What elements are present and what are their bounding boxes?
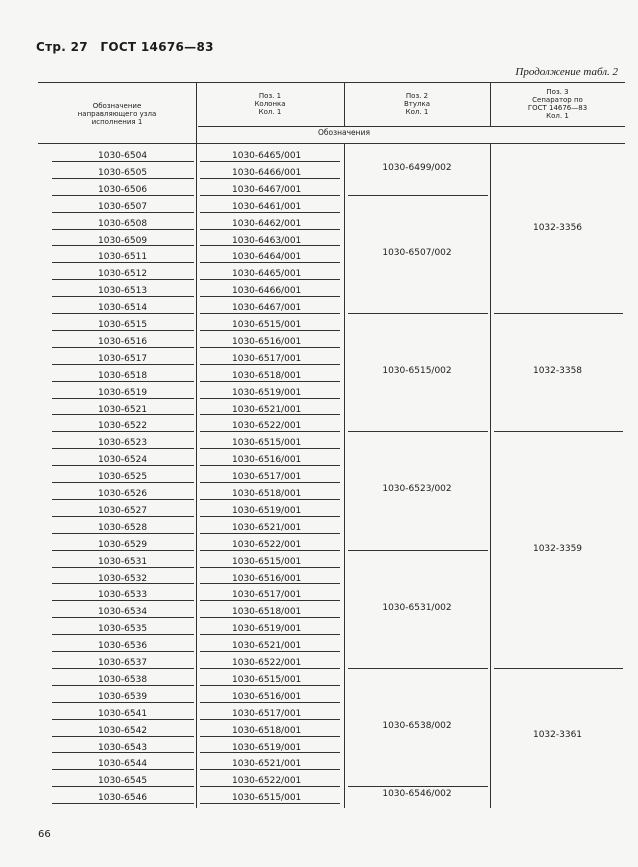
- row-rule-col1: [52, 448, 194, 449]
- row-col1-value: 1030-6519: [98, 387, 148, 398]
- row-rule-col2: [200, 550, 340, 551]
- row-col1-value: 1030-6513: [98, 286, 148, 297]
- row-col1-value: 1030-6527: [98, 505, 148, 516]
- continuation-label: Продолжение табл. 2: [515, 66, 618, 78]
- row-rule-col2: [200, 245, 340, 246]
- header-col4-line: Поз. 3: [546, 88, 569, 96]
- row-rule-col2: [200, 668, 340, 669]
- row-col1-value: 1030-6505: [98, 167, 148, 178]
- row-rule-col1: [52, 398, 194, 399]
- header-bottom-rule: [38, 143, 625, 144]
- group-rule-col4: [494, 431, 623, 432]
- row-rule-col1: [52, 769, 194, 770]
- col3-group-value: 1030-6499/002: [382, 163, 452, 174]
- row-col1-value: 1030-6541: [98, 708, 148, 719]
- table-top-rule: [38, 82, 625, 83]
- header-col4: [492, 88, 623, 120]
- row-rule-col1: [52, 685, 194, 686]
- row-col2-value: 1030-6519/001: [232, 387, 302, 398]
- row-col2-value: 1030-6521/001: [232, 759, 302, 770]
- row-col2-value: 1030-6517/001: [232, 708, 302, 719]
- row-col1-value: 1030-6524: [98, 455, 148, 466]
- group-rule-col4: [494, 313, 623, 314]
- row-col1-value: 1030-6509: [98, 235, 148, 246]
- row-col2-value: 1030-6461/001: [232, 201, 302, 212]
- row-rule-col2: [200, 600, 340, 601]
- header-col3-line: Кол. 1: [405, 108, 429, 116]
- row-col1-value: 1030-6528: [98, 522, 148, 533]
- row-rule-col2: [200, 364, 340, 365]
- col3-group-value: 1030-6531/002: [382, 602, 452, 613]
- header-col4-line: Кол. 1: [546, 112, 569, 120]
- row-col1-value: 1030-6534: [98, 607, 148, 618]
- row-rule-col1: [52, 719, 194, 720]
- subheader-rule: [198, 126, 625, 127]
- row-rule-col1: [52, 786, 194, 787]
- row-col1-value: 1030-6542: [98, 725, 148, 736]
- row-rule-col1: [52, 212, 194, 213]
- row-rule-col2: [200, 347, 340, 348]
- row-col1-value: 1030-6539: [98, 691, 148, 702]
- row-col2-value: 1030-6522/001: [232, 421, 302, 432]
- group-rule-col3: [348, 550, 488, 551]
- row-rule-col1: [52, 178, 194, 179]
- row-col2-value: 1030-6518/001: [232, 370, 302, 381]
- row-col2-value: 1030-6516/001: [232, 573, 302, 584]
- row-rule-col1: [52, 279, 194, 280]
- row-col1-value: 1030-6523: [98, 438, 148, 449]
- row-col2-value: 1030-6462/001: [232, 218, 302, 229]
- row-rule-col1: [52, 617, 194, 618]
- row-rule-col1: [52, 600, 194, 601]
- col-divider-2-head: [344, 82, 345, 126]
- row-rule-col2: [200, 634, 340, 635]
- page-header: [36, 40, 222, 54]
- header-col1-line: исполнения 1: [91, 118, 143, 126]
- row-col2-value: 1030-6515/001: [232, 556, 302, 567]
- row-rule-col2: [200, 482, 340, 483]
- row-col2-value: 1030-6517/001: [232, 590, 302, 601]
- row-rule-col2: [200, 533, 340, 534]
- row-col1-value: 1030-6546: [98, 793, 148, 804]
- header-col1-line: Обозначение: [92, 102, 142, 110]
- col-divider-3-head: [490, 82, 491, 126]
- row-rule-col1: [52, 161, 194, 162]
- row-rule-col2: [200, 702, 340, 703]
- row-rule-col2: [200, 752, 340, 753]
- col3-group-value: 1030-6515/002: [382, 366, 452, 377]
- row-col1-value: 1030-6517: [98, 353, 148, 364]
- row-rule-col2: [200, 279, 340, 280]
- row-rule-col2: [200, 448, 340, 449]
- row-rule-col1: [52, 668, 194, 669]
- row-col2-value: 1030-6515/001: [232, 320, 302, 330]
- row-col2-value: 1030-6465/001: [232, 269, 302, 280]
- row-col1-value: 1030-6536: [98, 641, 148, 652]
- row-col1-value: 1030-6526: [98, 489, 148, 499]
- header-col1: [40, 102, 194, 126]
- row-col2-value: 1030-6521/001: [232, 522, 302, 533]
- row-col1-value: 1030-6544: [98, 759, 148, 770]
- row-col1-value: 1030-6504: [98, 151, 148, 161]
- row-col1-value: 1030-6532: [98, 573, 148, 584]
- row-rule-col1: [52, 702, 194, 703]
- row-rule-col1: [52, 330, 194, 331]
- row-rule-col1: [52, 414, 194, 415]
- row-rule-col2: [200, 499, 340, 500]
- row-rule-col2: [200, 330, 340, 331]
- row-rule-col1: [52, 499, 194, 500]
- row-col2-value: 1030-6517/001: [232, 472, 302, 483]
- row-col2-value: 1030-6522/001: [232, 658, 302, 668]
- page-number: 66: [38, 829, 51, 840]
- row-col1-value: 1030-6525: [98, 472, 148, 483]
- row-col2-value: 1030-6464/001: [232, 252, 302, 263]
- row-rule-col2: [200, 719, 340, 720]
- row-rule-col1: [52, 634, 194, 635]
- col3-group-value: 1030-6523/002: [382, 484, 452, 495]
- row-rule-col1: [52, 516, 194, 517]
- row-col1-value: 1030-6507: [98, 201, 148, 212]
- row-rule-col1: [52, 229, 194, 230]
- group-rule-col3: [348, 431, 488, 432]
- row-col2-value: 1030-6466/001: [232, 167, 302, 178]
- row-col1-value: 1030-6545: [98, 776, 148, 787]
- row-col2-value: 1030-6467/001: [232, 184, 302, 195]
- row-rule-col2: [200, 651, 340, 652]
- row-rule-col1: [52, 465, 194, 466]
- row-rule-col1: [52, 583, 194, 584]
- row-col1-value: 1030-6529: [98, 539, 148, 550]
- group-rule-col3: [348, 313, 488, 314]
- row-col1-value: 1030-6518: [98, 370, 148, 381]
- row-rule-col2: [200, 465, 340, 466]
- header-col3-line: Поз. 2: [405, 92, 429, 100]
- row-rule-col1: [52, 550, 194, 551]
- standard-label: ГОСТ 14676—83: [100, 40, 214, 54]
- row-rule-col2: [200, 398, 340, 399]
- subheader-designations: Обозначения: [318, 128, 370, 137]
- row-col2-value: 1030-6516/001: [232, 691, 302, 702]
- row-col2-value: 1030-6518/001: [232, 489, 302, 499]
- row-rule-col1: [52, 533, 194, 534]
- row-col1-value: 1030-6516: [98, 336, 148, 347]
- row-col1-value: 1030-6522: [98, 421, 148, 432]
- row-col2-value: 1030-6516/001: [232, 455, 302, 466]
- row-col1-value: 1030-6533: [98, 590, 148, 601]
- col-divider-1: [196, 82, 197, 808]
- row-rule-col1: [52, 381, 194, 382]
- header-col3-line: Втулка: [403, 100, 430, 108]
- row-rule-col2: [200, 296, 340, 297]
- col3-group-value: 1030-6507/002: [382, 247, 452, 258]
- row-rule-col1: [52, 313, 194, 314]
- page-label: Стр. 27: [36, 40, 88, 54]
- row-col2-value: 1030-6522/001: [232, 539, 302, 550]
- row-col2-value: 1030-6516/001: [232, 336, 302, 347]
- row-col1-value: 1030-6537: [98, 658, 148, 668]
- row-col2-value: 1030-6519/001: [232, 624, 302, 635]
- row-col1-value: 1030-6543: [98, 742, 148, 753]
- row-col2-value: 1030-6521/001: [232, 404, 302, 415]
- col4-group-value: 1032-3356: [532, 222, 583, 233]
- row-col1-value: 1030-6508: [98, 218, 148, 229]
- row-rule-col2: [200, 195, 340, 196]
- row-rule-col2: [200, 229, 340, 230]
- row-rule-col1: [52, 752, 194, 753]
- row-rule-col2: [200, 212, 340, 213]
- header-col4-line: ГОСТ 14676—83: [527, 104, 588, 112]
- row-rule-col2: [200, 769, 340, 770]
- col3-group-value: 1030-6546/002: [382, 788, 452, 799]
- row-col1-value: 1030-6531: [98, 556, 148, 567]
- row-rule-col2: [200, 178, 340, 179]
- row-col2-value: 1030-6466/001: [232, 286, 302, 297]
- row-rule-col1: [52, 245, 194, 246]
- header-col2: [198, 92, 342, 116]
- row-col1-value: 1030-6511: [98, 252, 148, 263]
- group-rule-col4: [494, 668, 623, 669]
- row-rule-col2: [200, 381, 340, 382]
- row-col2-value: 1030-6515/001: [232, 674, 302, 685]
- header-col3: [346, 92, 488, 116]
- col4-group-value: 1032-3361: [532, 729, 583, 740]
- row-rule-col2: [200, 583, 340, 584]
- header-col2-line: Кол. 1: [258, 108, 282, 116]
- row-rule-col1: [52, 262, 194, 263]
- row-rule-col1: [52, 567, 194, 568]
- row-rule-col1: [52, 347, 194, 348]
- col-divider-3: [490, 143, 491, 808]
- row-rule-col1: [52, 195, 194, 196]
- row-col2-value: 1030-6522/001: [232, 776, 302, 787]
- row-rule-col1: [52, 803, 194, 804]
- row-rule-col2: [200, 431, 340, 432]
- row-col2-value: 1030-6517/001: [232, 353, 302, 364]
- row-col1-value: 1030-6535: [98, 624, 148, 635]
- group-rule-col3: [348, 195, 488, 196]
- col4-group-value: 1032-3358: [532, 366, 583, 377]
- row-col1-value: 1030-6506: [98, 184, 148, 195]
- row-col1-value: 1030-6521: [98, 404, 148, 415]
- row-col2-value: 1030-6519/001: [232, 505, 302, 516]
- header-col2-line: Поз. 1: [258, 92, 282, 100]
- row-rule-col1: [52, 296, 194, 297]
- row-col2-value: 1030-6515/001: [232, 438, 302, 449]
- row-col2-value: 1030-6515/001: [232, 793, 302, 804]
- row-rule-col2: [200, 786, 340, 787]
- row-col1-value: 1030-6514: [98, 303, 148, 314]
- row-col1-value: 1030-6538: [98, 674, 148, 685]
- row-col1-value: 1030-6512: [98, 269, 148, 280]
- row-rule-col2: [200, 685, 340, 686]
- header-col1-line: направляющего узла: [77, 110, 157, 118]
- header-col2-line: Колонка: [254, 100, 286, 108]
- row-col2-value: 1030-6521/001: [232, 641, 302, 652]
- row-rule-col2: [200, 736, 340, 737]
- col4-group-value: 1032-3359: [532, 543, 583, 554]
- row-rule-col2: [200, 617, 340, 618]
- row-col2-value: 1030-6465/001: [232, 151, 302, 161]
- group-rule-col3: [348, 668, 488, 669]
- row-rule-col2: [200, 161, 340, 162]
- row-rule-col1: [52, 364, 194, 365]
- row-rule-col2: [200, 414, 340, 415]
- row-rule-col2: [200, 262, 340, 263]
- row-col2-value: 1030-6518/001: [232, 725, 302, 736]
- row-rule-col1: [52, 431, 194, 432]
- row-rule-col1: [52, 651, 194, 652]
- row-rule-col2: [200, 803, 340, 804]
- row-col1-value: 1030-6515: [98, 320, 148, 330]
- row-col2-value: 1030-6463/001: [232, 235, 302, 246]
- group-rule-col3: [348, 786, 488, 787]
- row-rule-col2: [200, 516, 340, 517]
- row-col2-value: 1030-6518/001: [232, 607, 302, 618]
- row-rule-col1: [52, 736, 194, 737]
- col-divider-2: [344, 143, 345, 808]
- row-rule-col2: [200, 567, 340, 568]
- row-rule-col2: [200, 313, 340, 314]
- row-col2-value: 1030-6519/001: [232, 742, 302, 753]
- header-col4-line: Сепаратор по: [532, 96, 583, 104]
- row-rule-col1: [52, 482, 194, 483]
- row-col2-value: 1030-6467/001: [232, 303, 302, 314]
- col3-group-value: 1030-6538/002: [382, 721, 452, 732]
